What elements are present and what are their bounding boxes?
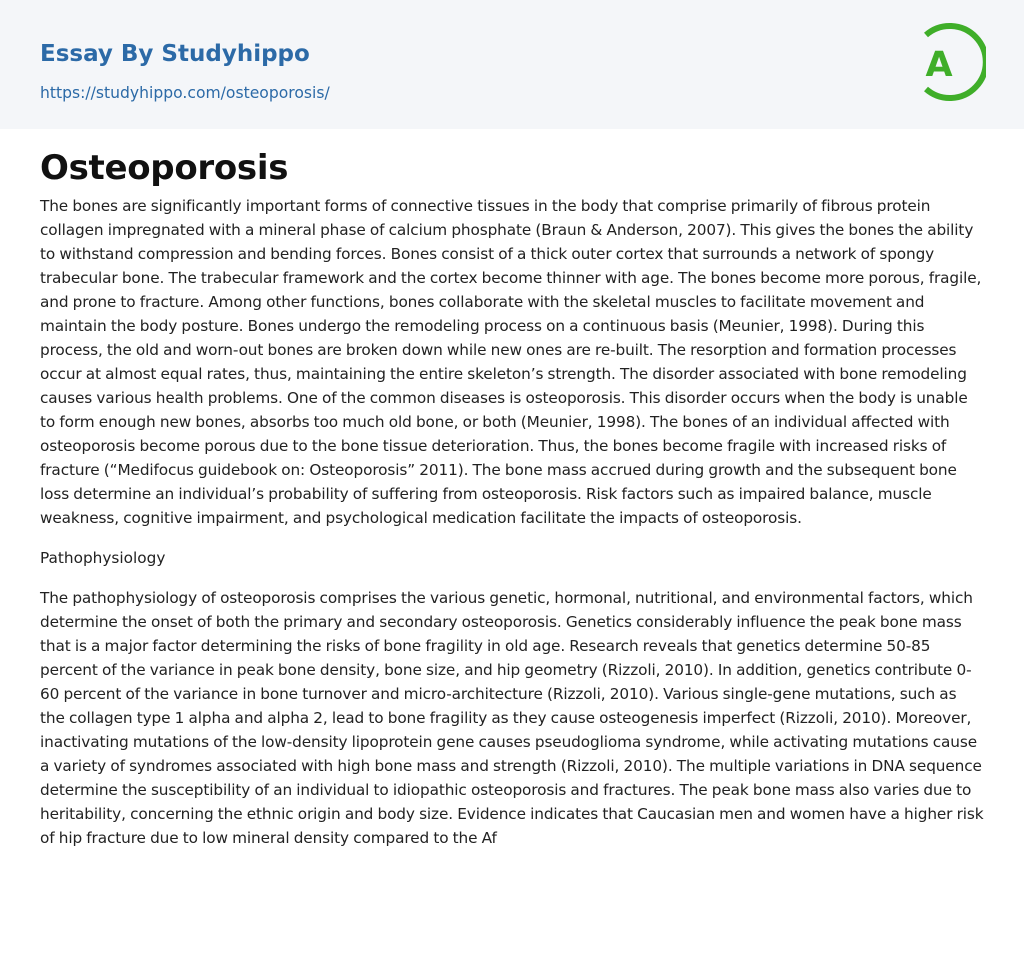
page-title: Osteoporosis	[40, 148, 289, 188]
section-heading-pathophysiology: Pathophysiology	[40, 549, 166, 567]
logo-letter: A	[925, 45, 953, 85]
site-brand[interactable]: Essay By Studyhippo	[40, 41, 310, 67]
site-header	[0, 0, 1024, 129]
studyhippo-logo-icon[interactable]	[912, 19, 986, 105]
source-url-link[interactable]: https://studyhippo.com/osteoporosis/	[40, 84, 330, 102]
paragraph-pathophysiology: The pathophysiology of osteoporosis comprises the various genetic, hormonal, nutritional, and environmental factors, which determine the onset of both the primary and secondary osteoporosis. Genetics considerably influence the peak bone mass that is a major factor determining the risks of bone fragility in old age. Research reveals that genetics determine 50-85 percent of the variance in peak bone density, bone size, and hip geometry (Rizzoli, 2010). In addition, genetics contribute 0-60 percent of the variance in bone turnover and micro-architecture (Rizzoli, 2010). Various single-gene mutations, such as the collagen type 1 alpha and alpha 2, lead to bone fragility as they cause osteogenesis imperfect (Rizzoli, 2010). Moreover, inactivating mutations of the low-density lipoprotein gene causes pseudoglioma syndrome, while activating mutations cause a variety of syndromes associated with high bone mass and strength (Rizzoli, 2010). The multiple variations in DNA sequence determine the susceptibility of an individual to idiopathic osteoporosis and fractures. The peak bone mass also varies due to heritability, concerning the ethnic origin and body size. Evidence indicates that Caucasian men and women have a higher risk of hip fracture due to low mineral density compared to the Af	[40, 589, 984, 847]
paragraph-intro: The bones are significantly important forms of connective tissues in the body that comprise primarily of fibrous protein collagen impregnated with a mineral phase of calcium phosphate (Braun & Anderson, 2007). This gives the bones the ability to withstand compression and bending forces. Bones consist of a thick outer cortex that surrounds a network of spongy trabecular bone. The trabecular framework and the cortex become thinner with age. The bones become more porous, fragile, and prone to fracture. Among other functions, bones collaborate with the skeletal muscles to facilitate movement and maintain the body posture. Bones undergo the remodeling process on a continuous basis (Meunier, 1998). During this process, the old and worn-out bones are broken down while new ones are re-built. The resorption and formation processes occur at almost equal rates, thus, maintaining the entire skeleton’s strength. The disorder associated with bone remodeling causes various health problems. One of the common diseases is osteoporosis. This disorder occurs when the body is unable to form enough new bones, absorbs too much old bone, or both (Meunier, 1998). The bones of an individual affected with osteoporosis become porous due to the bone tissue deterioration. Thus, the bones become fragile with increased risks of fracture (“Medifocus guidebook on: Osteoporosis” 2011). The bone mass accrued during growth and the subsequent bone loss determine an individual’s probability of suffering from osteoporosis. Risk factors such as impaired balance, muscle weakness, cognitive impairment, and psychological medication facilitate the impacts of osteoporosis.	[40, 197, 982, 527]
article	[40, 144, 984, 850]
